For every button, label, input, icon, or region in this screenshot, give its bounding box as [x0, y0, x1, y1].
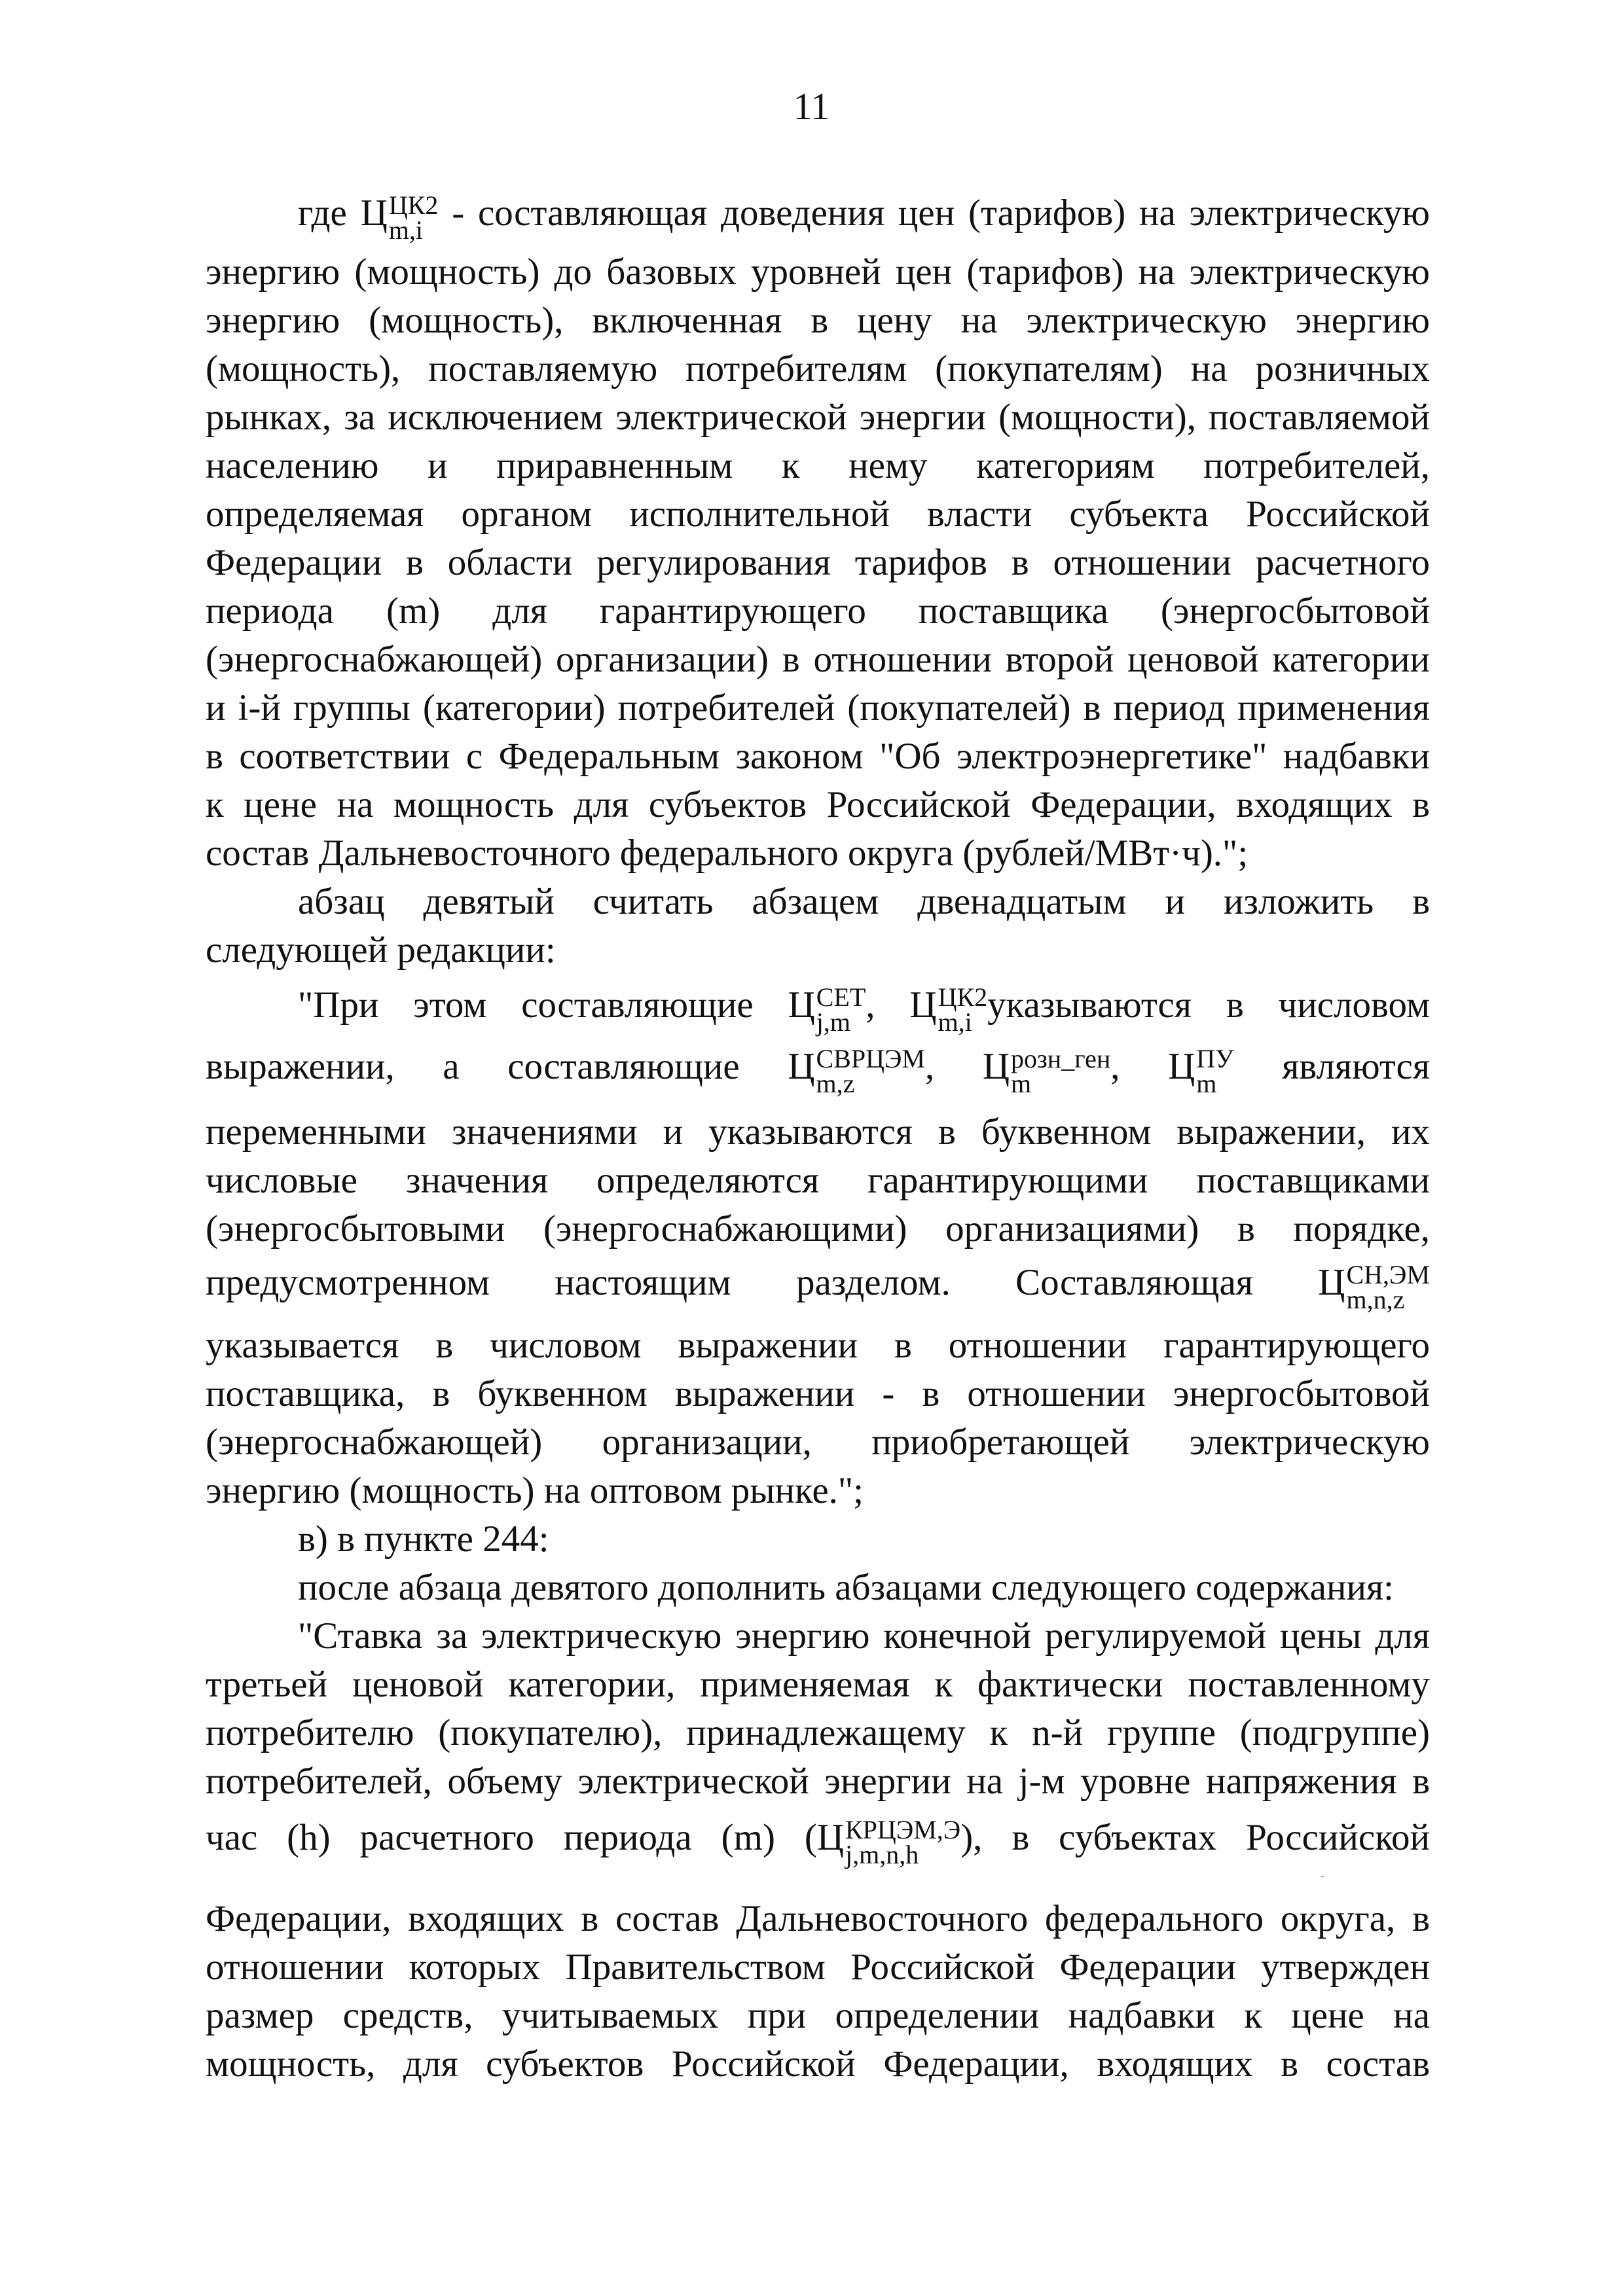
paragraph-line — [206, 1259, 1431, 1314]
formula-subscript: m,i — [938, 1007, 972, 1037]
paragraph-line: указывается в числовом выражении в отношении гарантирующего — [206, 1325, 1430, 1366]
paragraph-line: населению и приравненным к нему категориям потребителей, — [206, 445, 1430, 486]
formula-subscript: m — [1196, 1068, 1217, 1098]
paragraph-line: мощность, для субъектов Российской Федерации, входящих в состав — [206, 2043, 1430, 2085]
formula-base: Ц — [1318, 1262, 1345, 1303]
formula-subscript: m — [1010, 1068, 1032, 1098]
formula-superscript: розн_ген — [1010, 1043, 1111, 1073]
paragraph-line: следующей редакции: — [206, 929, 556, 971]
formula-base: Ц — [788, 1046, 815, 1087]
text-fragment: Российской — [1246, 1817, 1430, 1858]
text-fragment: "При этом составляющие — [298, 984, 754, 1026]
text-fragment: указываются — [987, 984, 1192, 1026]
paragraph-line: рынках, за исключением электрической энергии (мощности), поставляемой — [206, 397, 1430, 438]
paragraph-line — [206, 1814, 1430, 1869]
text-fragment: - составляющая доведения цен (тарифов) на электрическую — [452, 192, 1431, 234]
paragraph-line: периода (m) для гарантирующего поставщика (энергосбытовой — [206, 590, 1430, 632]
formula-subscript: m,n,z — [1346, 1284, 1405, 1314]
paragraph-line: третьей ценовой категории, применяемая к фактически поставленному — [206, 1664, 1430, 1705]
formula-base: Ц — [1168, 1046, 1195, 1087]
text-fragment: настоящим — [555, 1262, 731, 1303]
page-number: 11 — [793, 85, 830, 128]
text-fragment: являются — [1282, 1046, 1431, 1087]
formula-subscript: j,m,n,h — [845, 1839, 919, 1869]
text-fragment: в — [1226, 984, 1244, 1026]
formula-subscript: m,z — [816, 1068, 855, 1098]
text-fragment: числовом — [1278, 984, 1431, 1026]
paragraph-line: переменными значениями и указываются в буквенном выражении, их — [206, 1111, 1430, 1153]
paragraph-line: числовые значения определяются гарантирующими поставщиками — [206, 1160, 1430, 1201]
text-fragment: субъектах — [1059, 1817, 1217, 1858]
paragraph-line: потребителей, объему электрической энергии на j-м уровне напряжения в — [206, 1761, 1430, 1802]
formula-symbol — [788, 982, 875, 1037]
text-fragment: периода — [563, 1817, 692, 1858]
paragraph-line — [298, 190, 1431, 245]
paragraph-line: в) в пункте 244: — [298, 1518, 549, 1560]
formula-base: Ц — [982, 1046, 1010, 1087]
formula-symbol — [804, 1814, 983, 1869]
paragraph-line: (энергоснабжающей) организации, приобретающей электрическую — [206, 1422, 1430, 1463]
formula-symbol — [1318, 1259, 1431, 1314]
text-fragment: час — [206, 1817, 258, 1858]
paragraph-line: Федерации в области регулирования тарифов в отношении расчетного — [206, 542, 1430, 583]
separator: , — [1110, 1046, 1120, 1087]
paragraph-line: потребителю (покупателю), принадлежащему к n-й группе (подгруппе) — [206, 1712, 1430, 1753]
paragraph-line: размер средств, учитываемых при определении надбавки к цене на — [206, 1995, 1430, 2036]
paragraph-line — [298, 982, 1431, 1037]
paragraph-line: (энергоснабжающей) организации) в отношении второй ценовой категории — [206, 639, 1430, 680]
paragraph-line: поставщика, в буквенном выражении - в отношении энергосбытовой — [206, 1373, 1430, 1414]
paragraph-line: энергию (мощность), включенная в цену на электрическую энергию — [206, 300, 1430, 341]
formula-symbol — [982, 1043, 1120, 1098]
paragraph-line: определяемая органом исполнительной власти субъекта Российской — [206, 493, 1430, 535]
text-fragment: а — [443, 1046, 460, 1087]
formula-base: Ц — [788, 984, 815, 1026]
paragraph-line: энергию (мощность) на оптовом рынке."; — [206, 1470, 864, 1511]
text-fragment: составляющие — [507, 1046, 740, 1087]
paragraph-line: после абзаца девятого дополнить абзацами следующего содержания: — [298, 1567, 1395, 1608]
paragraph-line: Федерации, входящих в состав Дальневосточного федерального округа, в — [206, 1898, 1430, 1939]
formula-subscript: j,m — [816, 1007, 850, 1037]
paragraph-line: "Ставка за электрическую энергию конечной регулируемой цены для — [298, 1615, 1430, 1657]
text-fragment: выражении, — [206, 1046, 395, 1087]
text-fragment: (m) — [721, 1817, 775, 1858]
text-fragment: предусмотренном — [206, 1262, 490, 1303]
scan-speck — [1321, 1876, 1324, 1877]
formula-base: Ц — [360, 192, 388, 234]
formula-symbol — [1168, 1043, 1234, 1098]
formula-superscript: ЦК2 — [938, 982, 988, 1012]
text-fragment: (h) — [287, 1817, 331, 1858]
formula-symbol — [788, 1043, 935, 1098]
paragraph-line: энергию (мощность) до базовых уровней цен (тарифов) на электрическую — [206, 251, 1430, 293]
separator: , — [866, 984, 875, 1026]
formula-superscript: КРЦЭМ,Э — [845, 1814, 961, 1844]
text-fragment: разделом. — [796, 1262, 951, 1303]
paragraph-line: и i-й группы (категории) потребителей (покупателей) в период применения — [206, 687, 1430, 728]
formula-superscript: ЦК2 — [388, 190, 439, 220]
text-fragment: где — [298, 192, 347, 234]
paragraph-line: к цене на мощность для субъектов Российской Федерации, входящих в — [206, 784, 1430, 825]
formula-symbol — [360, 190, 439, 245]
text-fragment: в — [1012, 1817, 1030, 1858]
formula-subscript: m,i — [388, 215, 424, 245]
paragraph-line: отношении которых Правительством Российской Федерации утвержден — [206, 1946, 1430, 1988]
formula-base: Ц — [816, 1817, 844, 1858]
formula-symbol — [909, 982, 1192, 1037]
formula-superscript: СЕТ — [816, 982, 866, 1012]
formula-superscript: СВРЦЭМ — [816, 1043, 925, 1073]
paragraph-line: (энергосбытовыми (энергоснабжающими) организациями) в порядке, — [206, 1208, 1430, 1249]
separator: , — [924, 1046, 935, 1087]
paragraph-line: (мощность), поставляемую потребителям (покупателям) на розничных — [206, 348, 1430, 389]
paragraph-line: абзац девятый считать абзацем двенадцатым и изложить в — [298, 881, 1430, 922]
formula-superscript: СН,ЭМ — [1346, 1259, 1431, 1289]
paragraph-line: в соответствии с Федеральным законом "Об электроэнергетике" надбавки — [206, 736, 1430, 777]
paragraph-line — [206, 1043, 1431, 1098]
text-fragment: Составляющая — [1015, 1262, 1254, 1303]
close-paren-comma: ), — [960, 1817, 983, 1858]
text-fragment: расчетного — [359, 1817, 534, 1858]
paragraph-line: состав Дальневосточного федерального округа (рублей/МВт·ч)."; — [206, 833, 1249, 874]
open-paren: ( — [804, 1817, 817, 1858]
formula-base: Ц — [909, 984, 937, 1026]
formula-superscript: ПУ — [1196, 1043, 1234, 1073]
